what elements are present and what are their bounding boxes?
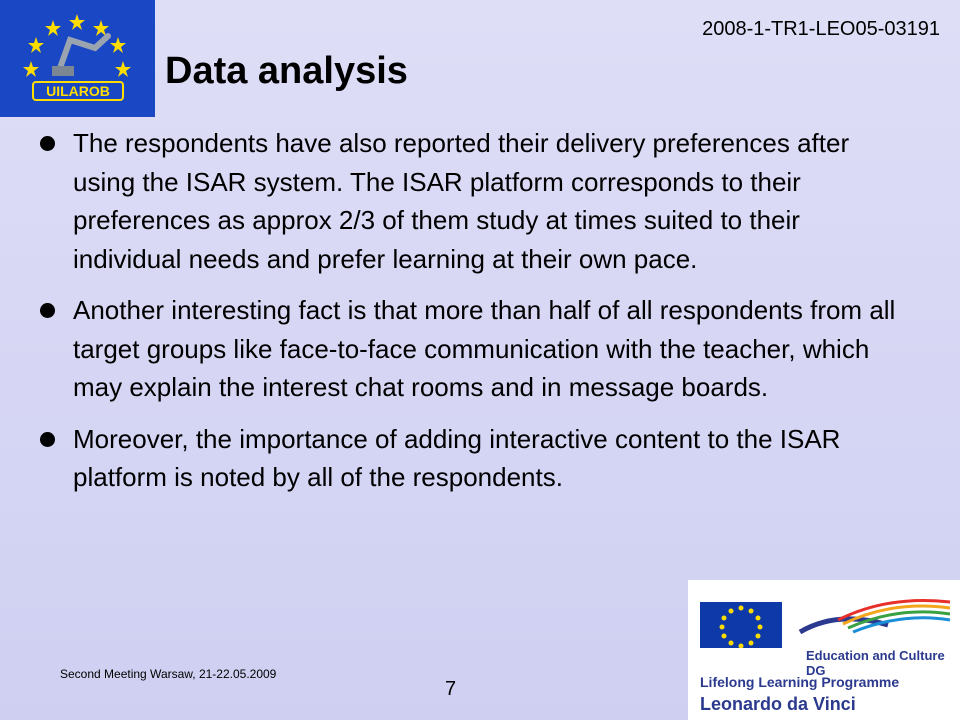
bullet-list xyxy=(40,124,910,510)
bullet-dot-icon xyxy=(40,303,55,318)
bullet-text: The respondents have also reported their delivery preferences after using the ISAR system. The ISAR platform corresponds to their preferences as approx 2/3 of them study at times suited to their individual needs and prefer learning at their own pace. xyxy=(73,128,850,274)
uilarob-logo xyxy=(0,0,155,117)
page-number: 7 xyxy=(445,678,457,700)
eu-dg-label: Education and Culture DG xyxy=(806,648,945,678)
bullet-dot-icon xyxy=(40,136,55,151)
bullet-item xyxy=(40,124,910,278)
eu-programme-name: Leonardo da Vinci xyxy=(700,694,856,714)
footer-meeting: Second Meeting Warsaw, 21-22.05.2009 xyxy=(60,667,277,681)
eu-flag-icon xyxy=(688,580,960,648)
project-code: 2008-1-TR1-LEO05-03191 xyxy=(702,18,940,40)
bullet-text: Moreover, the importance of adding interactive content to the ISAR platform is noted by all of the respondents. xyxy=(73,423,841,492)
eu-programme-label: Lifelong Learning Programme xyxy=(700,674,900,690)
logo-text: UILAROB xyxy=(46,83,110,99)
page-title: Data analysis xyxy=(165,50,408,92)
bullet-item xyxy=(40,420,910,497)
bullet-text: Another interesting fact is that more than half of all respondents from all target groups like face-to-face communication with the teacher, which may explain the interest chat rooms and in message boards. xyxy=(73,295,896,402)
eu-programme-logo xyxy=(688,580,960,720)
bullet-item xyxy=(40,291,910,407)
bullet-dot-icon xyxy=(40,432,55,447)
